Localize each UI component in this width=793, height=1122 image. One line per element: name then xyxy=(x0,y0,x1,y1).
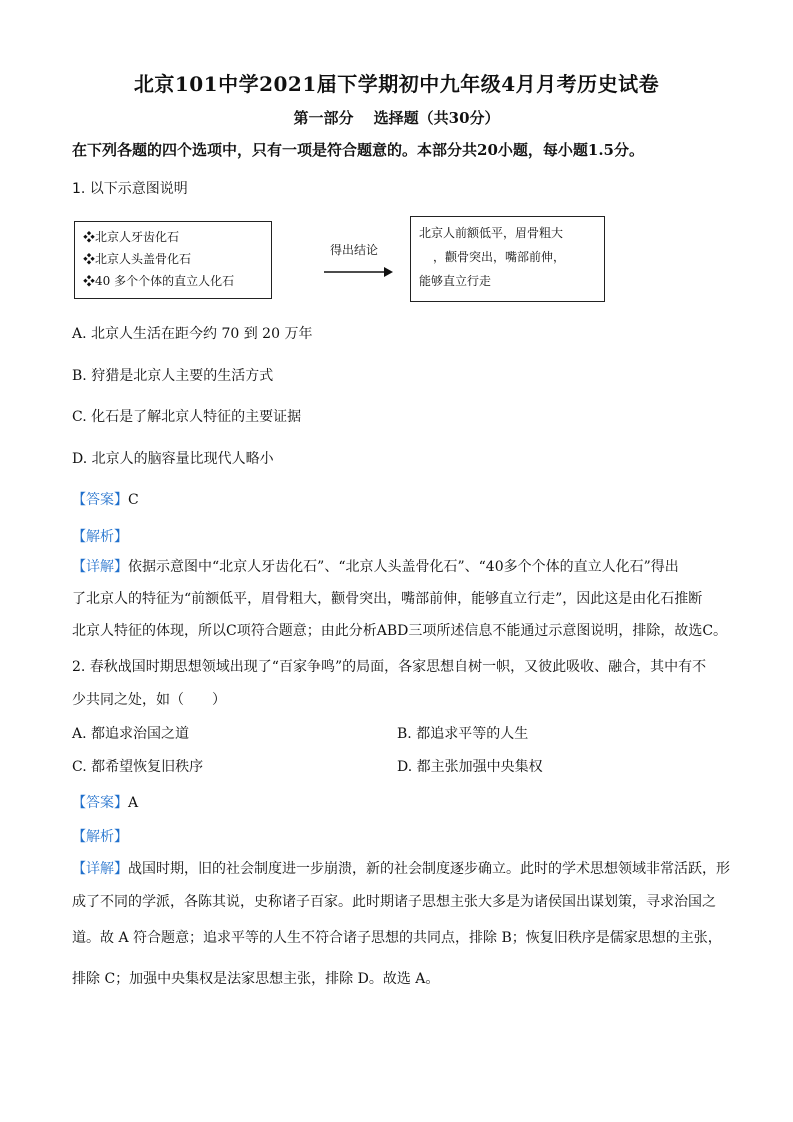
diagram-right-line: 北京人前额低平，眉骨粗大 xyxy=(419,226,564,240)
diagram-left-item: ❖北京人牙齿化石 xyxy=(83,230,180,244)
q2-stem-line: 少共同之处，如（ ） xyxy=(72,692,226,708)
arrow-right-icon xyxy=(322,266,394,278)
detail-label: 【详解】 xyxy=(72,559,128,575)
answer-label: 【答案】 xyxy=(72,795,128,811)
detail-label: 【详解】 xyxy=(72,861,128,877)
q2-detail-line: 排除 C；加强中央集权是法家思想主张，排除 D。故选 A。 xyxy=(72,971,440,987)
q2-option-d: D. 都主张加强中央集权 xyxy=(397,759,543,775)
q2-option-a: A. 都追求治国之道 xyxy=(72,726,190,742)
q1-stem: 1. 以下示意图说明 xyxy=(72,181,188,197)
q2-detail-line xyxy=(72,858,730,878)
diagram-left-item: ❖北京人头盖骨化石 xyxy=(83,252,192,266)
q2-option-b: B. 都追求平等的人生 xyxy=(397,726,529,742)
instruction: 在下列各题的四个选项中，只有一项是符合题意的。本部分共20小题，每小题1.5分。 xyxy=(72,141,644,159)
diagram-right-line: 能够直立行走 xyxy=(419,274,492,288)
q1-detail-line: 北京人特征的体现，所以C项符合题意；由此分析ABD三项所述信息不能通过示意图说明，排除，故选C。 xyxy=(72,623,728,639)
q2-detail-line: 成了不同的学派，各陈其说，史称诸子百家。此时期诸子思想主张大多是为诸侯国出谋划策，寻求治国之 xyxy=(72,894,716,910)
q1-analysis-label: 【解析】 xyxy=(72,529,128,545)
diagram-right-box xyxy=(410,216,605,302)
diagram-right-line: ，颧骨突出，嘴部前伸， xyxy=(433,250,566,264)
q1-option-b: B. 狩猎是北京人主要的生活方式 xyxy=(72,368,274,384)
answer-label: 【答案】 xyxy=(72,492,128,508)
arrow-label: 得出结论 xyxy=(330,243,379,257)
q1-detail-line: 了北京人的特征为“前额低平，眉骨粗大，颧骨突出，嘴部前伸，能够直立行走”，因此这是由化石推断 xyxy=(72,591,703,607)
section-title: 第一部分 选择题（共30分） xyxy=(293,109,500,127)
q2-analysis-label: 【解析】 xyxy=(72,829,128,845)
q2-detail-line: 道。故 A 符合题意；追求平等的人生不符合诸子思想的共同点，排除 B；恢复旧秩序是儒家思想的主张， xyxy=(72,930,722,946)
q1-detail-line xyxy=(72,556,722,576)
diagram-left-item: ❖40 多个个体的直立人化石 xyxy=(83,274,235,288)
page-title: 北京101中学2021届下学期初中九年级4月月考历史试卷 xyxy=(133,72,660,96)
answer-value: A xyxy=(128,795,139,811)
q1-option-a: A. 北京人生活在距今约 70 到 20 万年 xyxy=(72,326,313,342)
q2-stem-line: 2. 春秋战国时期思想领域出现了“百家争鸣”的局面，各家思想自树一帜，又彼此吸收、融合，其中有不 xyxy=(72,659,707,675)
q1-option-d: D. 北京人的脑容量比现代人略小 xyxy=(72,451,274,467)
answer-value: C xyxy=(128,492,139,508)
detail-text: 战国时期，旧的社会制度进一步崩溃，新的社会制度逐步确立。此时的学术思想领域非常活跃，形 xyxy=(128,861,730,877)
diagram-left-box xyxy=(74,221,272,299)
q1-option-c: C. 化石是了解北京人特征的主要证据 xyxy=(72,409,302,425)
detail-text: 依据示意图中“北京人牙齿化石”、“北京人头盖骨化石”、“40多个个体的直立人化石”得出 xyxy=(128,559,679,575)
q1-answer xyxy=(72,489,139,509)
q2-answer xyxy=(72,792,138,812)
q2-option-c: C. 都希望恢复旧秩序 xyxy=(72,759,204,775)
